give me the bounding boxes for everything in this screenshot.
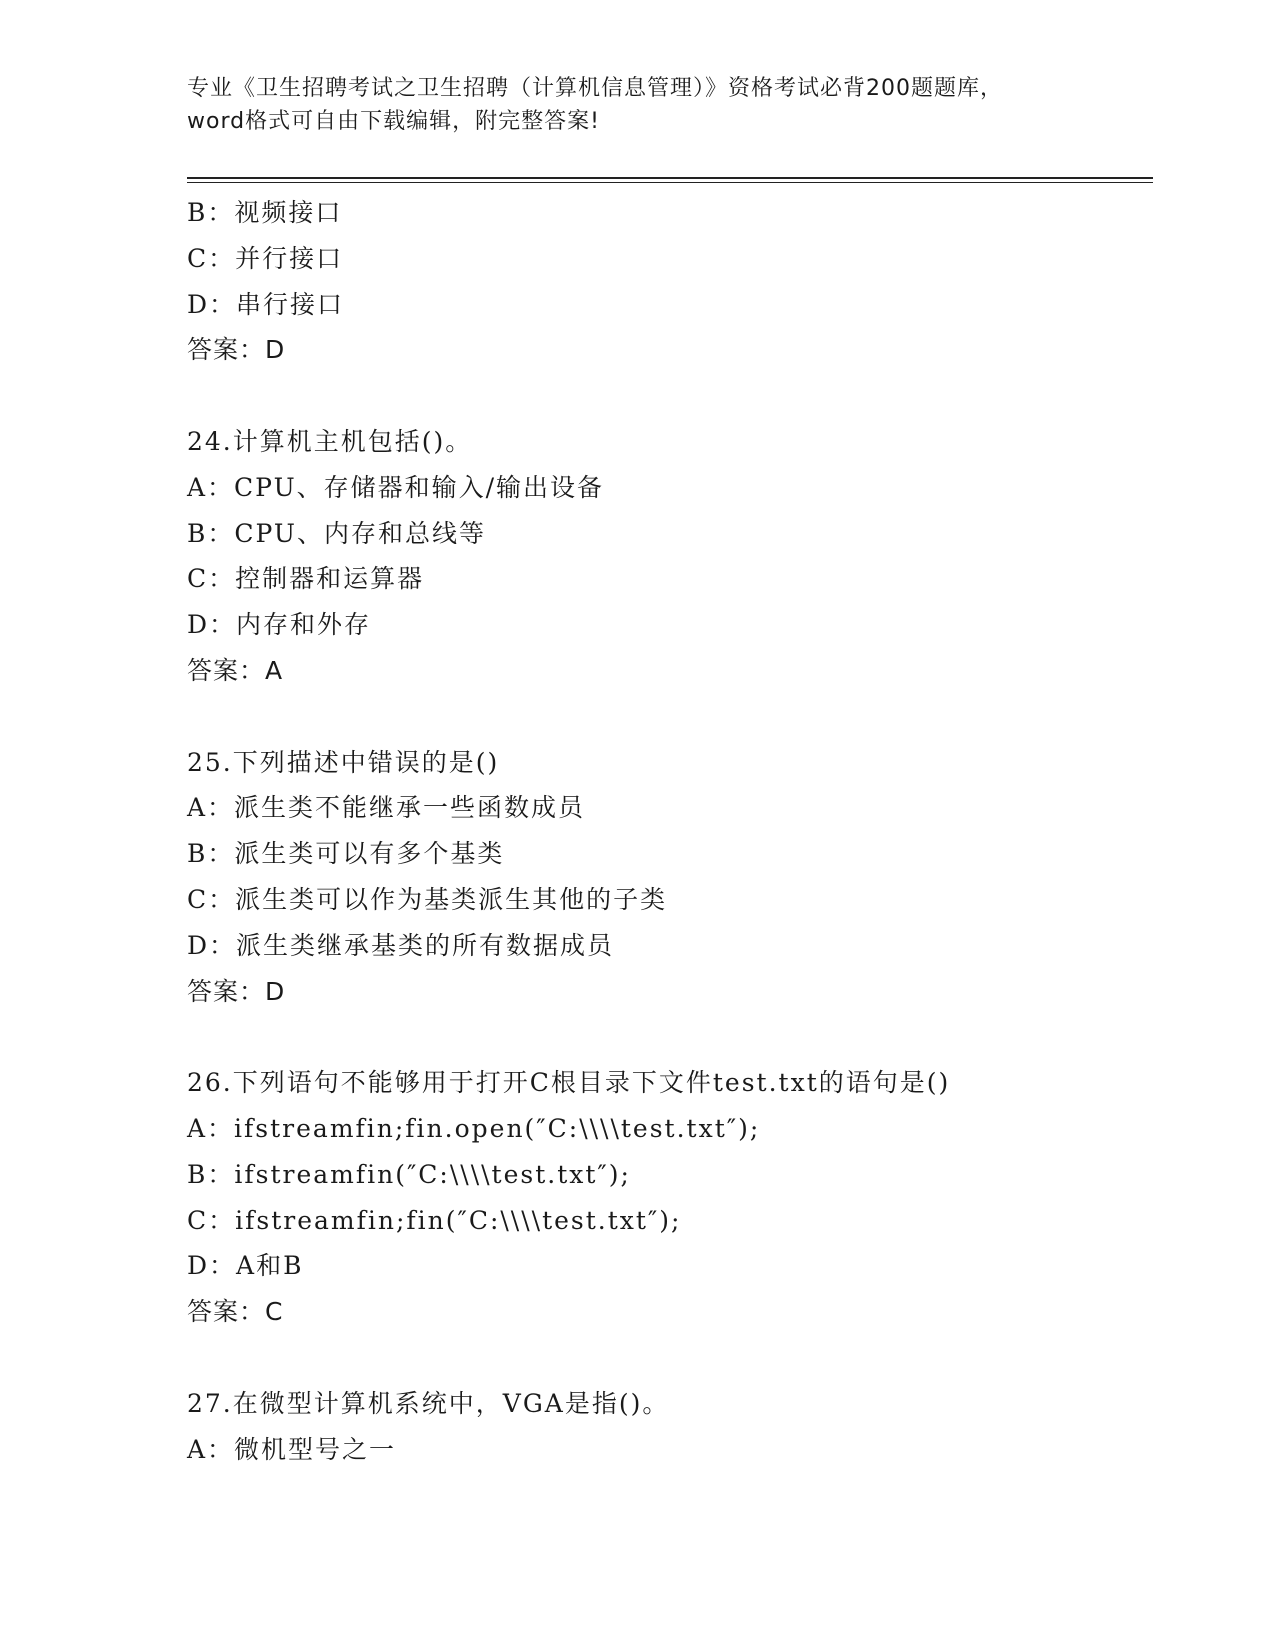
option-a: A：派生类不能继承一些函数成员 [187,793,586,823]
option-d: D：派生类继承基类的所有数据成员 [187,930,615,960]
option-c: C：ifstreamfin;fin(″C:\\\\test.txt″); [187,1205,682,1235]
option-a: A：ifstreamfin;fin.open(″C:\\\\test.txt″); [187,1113,761,1143]
option-a: A：微机型号之一 [187,1434,397,1464]
answer: 答案：A [187,655,284,685]
option-d: D：内存和外存 [187,610,372,640]
header-line-2: word格式可自由下载编辑，附完整答案! [187,109,600,134]
question-stem: 25.下列描述中错误的是() [187,747,500,777]
header-divider-thin [187,182,1153,183]
document-header [187,72,1087,138]
carryover-question [187,190,1153,373]
option-d: D：串行接口 [187,289,345,319]
question-stem: 24.计算机主机包括()。 [187,426,473,456]
option-b: B：ifstreamfin(″C:\\\\test.txt″); [187,1159,631,1189]
option-c: C：控制器和运算器 [187,564,425,594]
answer: 答案：D [187,976,286,1006]
option-b: B：CPU、内存和总线等 [187,518,486,548]
question-stem: 27.在微型计算机系统中，VGA是指()。 [187,1388,670,1418]
question-27 [187,1381,1153,1473]
answer: 答案：C [187,1297,284,1327]
option-a: A：CPU、存储器和输入/输出设备 [187,472,605,502]
question-stem: 26.下列语句不能够用于打开C根目录下文件test.txt的语句是() [187,1068,951,1098]
option-c: C：并行接口 [187,243,344,273]
option-b: B：视频接口 [187,198,343,227]
header-line-1: 专业《卫生招聘考试之卫生招聘（计算机信息管理）》资格考试必背200题题库， [187,76,1003,101]
option-d: D：A和B [187,1251,304,1281]
question-25 [187,740,1153,1015]
question-24 [187,419,1153,694]
option-b: B：派生类可以有多个基类 [187,839,505,869]
question-list [187,190,1153,1472]
question-26 [187,1060,1153,1335]
header-divider-thick [187,177,1153,179]
option-c: C：派生类可以作为基类派生其他的子类 [187,884,668,914]
answer: 答案：D [187,335,286,365]
